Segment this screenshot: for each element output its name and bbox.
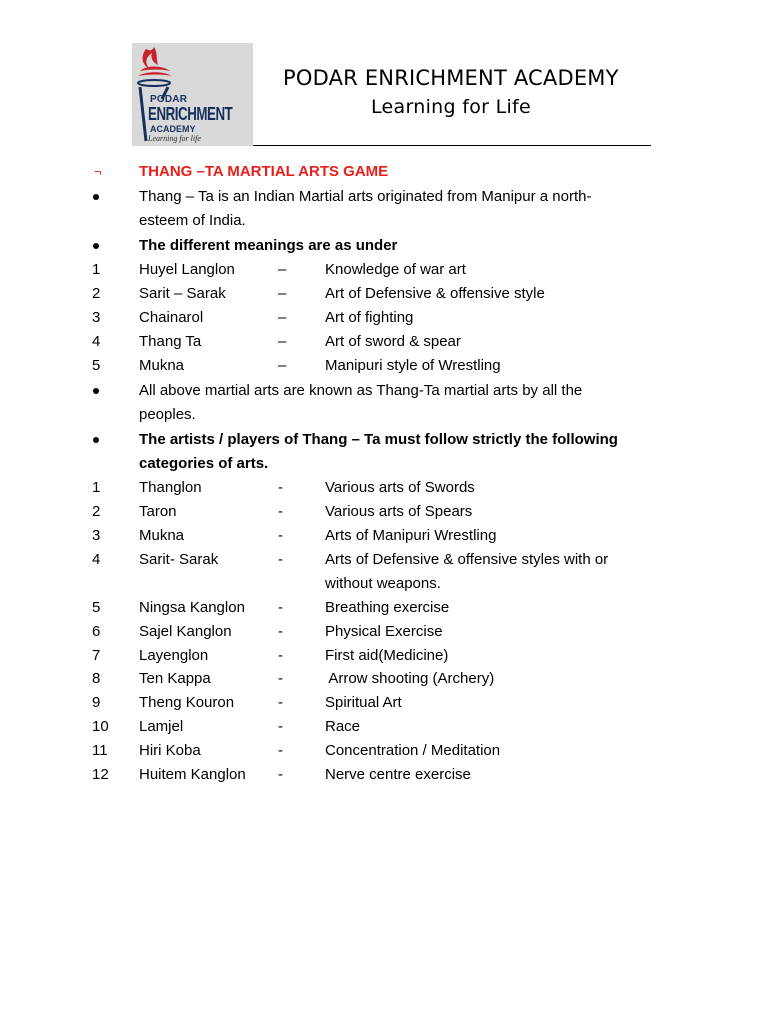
item-name: Thang Ta bbox=[139, 333, 202, 350]
item-separator: - bbox=[278, 670, 283, 687]
item-separator: - bbox=[278, 718, 283, 735]
logo-word-academy: ACADEMY bbox=[150, 124, 196, 134]
item-number: 12 bbox=[92, 766, 109, 783]
item-name: Layenglon bbox=[139, 647, 209, 664]
item-description: Arts of Manipuri Wrestling bbox=[325, 527, 497, 544]
item-name: Ningsa Kanglon bbox=[139, 599, 245, 616]
note-line: peoples. bbox=[139, 406, 196, 423]
item-separator: - bbox=[278, 503, 283, 520]
item-description: Art of fighting bbox=[325, 309, 414, 326]
item-number: 2 bbox=[92, 285, 101, 302]
item-name: Huitem Kanglon bbox=[139, 766, 246, 783]
item-number: 6 bbox=[92, 623, 101, 640]
item-number: 10 bbox=[92, 718, 109, 735]
item-description: Art of sword & spear bbox=[325, 333, 461, 350]
categories-heading: The artists / players of Thang – Ta must follow strictly the following bbox=[139, 431, 618, 448]
item-number: 9 bbox=[92, 694, 101, 711]
meanings-heading: The different meanings are as under bbox=[139, 237, 398, 254]
item-number: 8 bbox=[92, 670, 101, 687]
item-description: First aid(Medicine) bbox=[325, 647, 449, 664]
note-line: All above martial arts are known as Thang-Ta martial arts by all the bbox=[139, 382, 583, 399]
item-number: 1 bbox=[92, 261, 101, 278]
item-separator: - bbox=[278, 694, 283, 711]
item-name: Chainarol bbox=[139, 309, 204, 326]
item-description: Various arts of Swords bbox=[325, 479, 475, 496]
item-separator: – bbox=[278, 285, 287, 302]
item-separator: - bbox=[278, 479, 283, 496]
item-separator: - bbox=[278, 551, 283, 568]
logo-word-enrichment: ENRICHMENT bbox=[148, 104, 233, 124]
item-name: Thanglon bbox=[139, 479, 202, 496]
item-separator: - bbox=[278, 527, 283, 544]
item-name: Mukna bbox=[139, 357, 185, 374]
item-name: Sarit- Sarak bbox=[139, 551, 219, 568]
item-separator: – bbox=[278, 261, 287, 278]
item-description: without weapons. bbox=[325, 575, 441, 592]
item-number: 2 bbox=[92, 503, 101, 520]
item-description: Concentration / Meditation bbox=[325, 742, 501, 759]
item-number: 3 bbox=[92, 527, 101, 544]
item-number: 11 bbox=[92, 742, 108, 759]
logo-tagline: Learning for life bbox=[148, 134, 201, 143]
header-subtitle: Learning for Life bbox=[371, 96, 532, 118]
item-name: Lamjel bbox=[139, 718, 184, 735]
item-name: Sajel Kanglon bbox=[139, 623, 232, 640]
bullet-icon bbox=[93, 194, 99, 200]
item-number: 1 bbox=[92, 479, 101, 496]
item-name: Sarit – Sarak bbox=[139, 285, 226, 302]
item-name: Mukna bbox=[139, 527, 185, 544]
header-title: PODAR ENRICHMENT ACADEMY bbox=[283, 66, 619, 90]
header-divider bbox=[253, 145, 651, 146]
item-description: Breathing exercise bbox=[325, 599, 450, 616]
item-number: 4 bbox=[92, 551, 101, 568]
item-description: Arts of Defensive & offensive styles with or bbox=[325, 551, 609, 568]
item-separator: - bbox=[278, 742, 283, 759]
item-description: Physical Exercise bbox=[325, 623, 443, 640]
item-number: 3 bbox=[92, 309, 101, 326]
item-description: Arrow shooting (Archery) bbox=[325, 670, 495, 687]
item-number: 7 bbox=[92, 647, 101, 664]
logo-word-podar: PODAR bbox=[150, 94, 188, 105]
item-description: Race bbox=[325, 718, 361, 735]
item-name: Huyel Langlon bbox=[139, 261, 235, 278]
item-name: Ten Kappa bbox=[139, 670, 211, 687]
item-separator: - bbox=[278, 647, 283, 664]
intro-line: esteem of India. bbox=[139, 212, 246, 229]
item-description: Spiritual Art bbox=[325, 694, 402, 711]
academy-logo bbox=[132, 43, 253, 146]
item-name: Taron bbox=[139, 503, 177, 520]
item-separator: - bbox=[278, 766, 283, 783]
item-separator: – bbox=[278, 357, 287, 374]
bullet-icon bbox=[93, 388, 99, 394]
item-separator: – bbox=[278, 309, 287, 326]
item-name: Theng Kouron bbox=[139, 694, 235, 711]
bullet-icon bbox=[93, 243, 99, 249]
categories-heading: categories of arts. bbox=[139, 455, 269, 472]
section-marker-icon: ¬ bbox=[94, 164, 102, 179]
intro-line: Thang – Ta is an Indian Martial arts originated from Manipur a north- bbox=[139, 188, 592, 205]
item-description: Knowledge of war art bbox=[325, 261, 466, 278]
item-description: Nerve centre exercise bbox=[325, 766, 471, 783]
section-title: THANG –TA MARTIAL ARTS GAME bbox=[139, 163, 389, 180]
bullet-icon bbox=[93, 437, 99, 443]
item-number: 5 bbox=[92, 599, 101, 616]
item-description: Various arts of Spears bbox=[325, 503, 473, 520]
item-description: Art of Defensive & offensive style bbox=[325, 285, 545, 302]
item-separator: – bbox=[278, 333, 287, 350]
item-number: 5 bbox=[92, 357, 101, 374]
item-separator: - bbox=[278, 599, 283, 616]
item-name: Hiri Koba bbox=[139, 742, 201, 759]
item-separator: - bbox=[278, 623, 283, 640]
item-number: 4 bbox=[92, 333, 101, 350]
item-description: Manipuri style of Wrestling bbox=[325, 357, 501, 374]
